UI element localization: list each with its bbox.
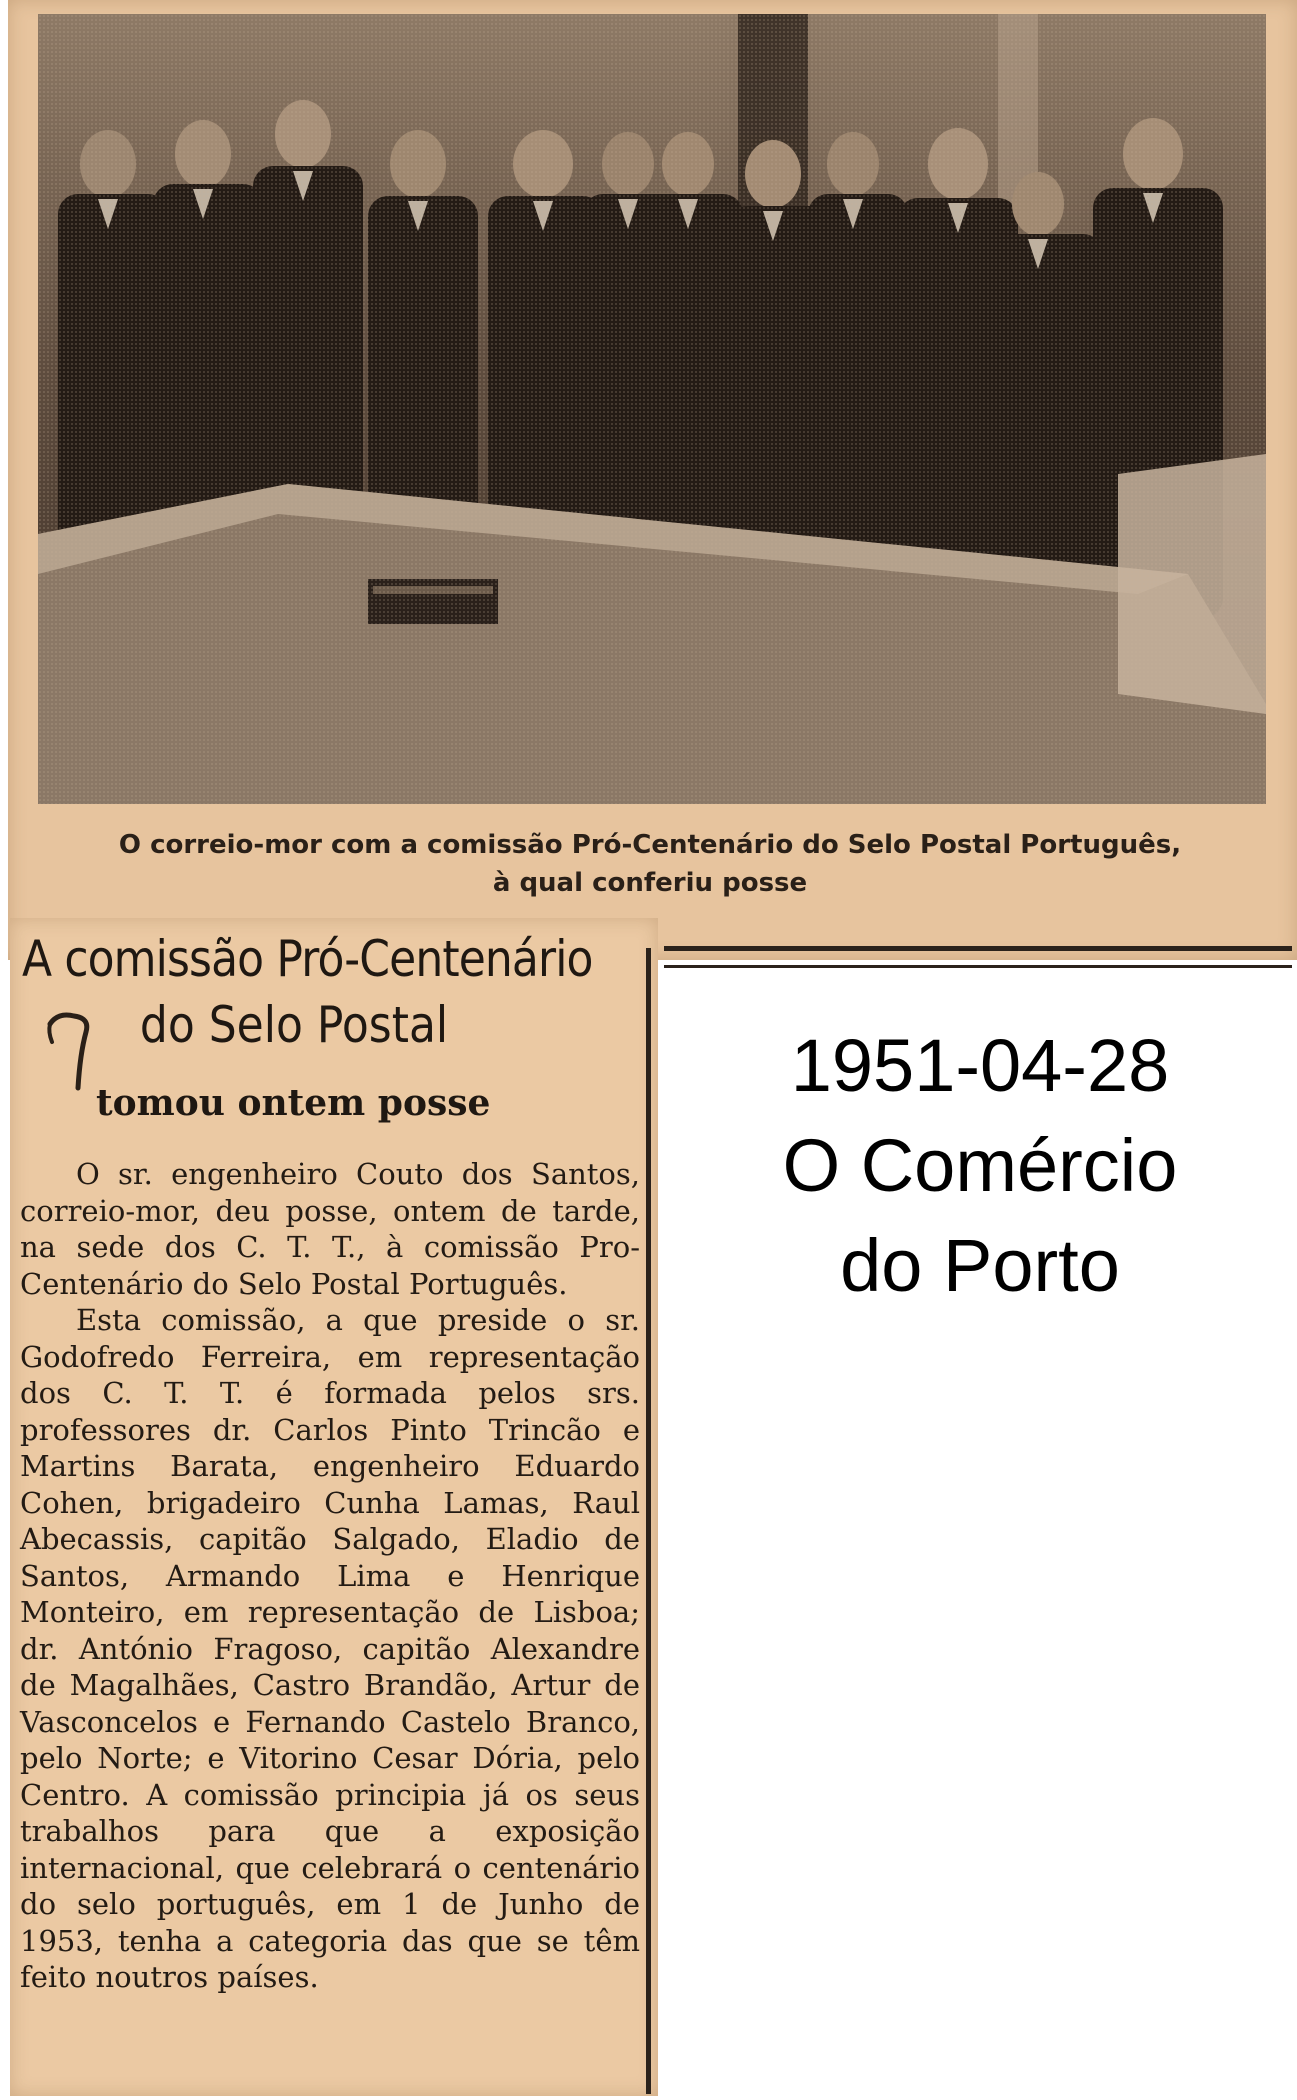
headline-line-1: A comissão Pró-Centenário xyxy=(22,930,593,988)
group-photo-illustration xyxy=(38,14,1266,804)
source-date: 1951-04-28 xyxy=(790,1024,1170,1107)
group-photo xyxy=(38,14,1266,804)
article-paragraph-1: O sr. engenheiro Couto dos Santos, correio-mor, deu posse, ontem de tarde, na sede dos C. T. T., à comissão Pro-Centenário do Selo Postal Português. xyxy=(20,1157,640,1301)
handwritten-number-mark xyxy=(44,1002,104,1092)
article-body xyxy=(20,1156,640,1996)
source-newspaper-line-2: do Porto xyxy=(840,1224,1120,1307)
article-subheadline: tomou ontem posse xyxy=(96,1082,491,1124)
article-paragraph-2: Esta comissão, a que preside o sr. Godofredo Ferreira, em representação dos C. T. T. é formada pelos srs. professores dr. Carlos Pinto Trincão e Martins Barata, engenheiro Eduardo Cohen, brigadeiro Cunha Lamas, Raul Abecassis, capitão Salgado, Eladio de Santos, Armando Lima e Henrique Monteiro, em representação de Lisboa; dr. António Fragoso, capitão Alexandre de Magalhães, Castro Brandão, Artur de Vasconcelos e Fernando Castelo Branco, pelo Norte; e Vitorino Cesar Dória, pelo Centro. A comissão principia já os seus trabalhos para que a exposição internacional, que celebrará o centenário do selo português, em 1 de Junho de 1953, tenha a categoria das que se têm feito noutros países. xyxy=(20,1303,640,1994)
source-label xyxy=(700,1016,1260,1316)
column-rule-horizontal xyxy=(664,946,1292,968)
headline-line-2: do Selo Postal xyxy=(139,996,449,1054)
photo-caption xyxy=(60,826,1240,902)
article-headline xyxy=(22,926,642,1058)
photo-caption-line-2: à qual conferiu posse xyxy=(492,868,808,898)
source-newspaper-line-1: O Comércio xyxy=(782,1124,1178,1207)
photo-caption-line-1: O correio-mor com a comissão Pró-Centenário do Selo Postal Português, xyxy=(118,830,1182,860)
column-rule-vertical xyxy=(646,948,651,2094)
